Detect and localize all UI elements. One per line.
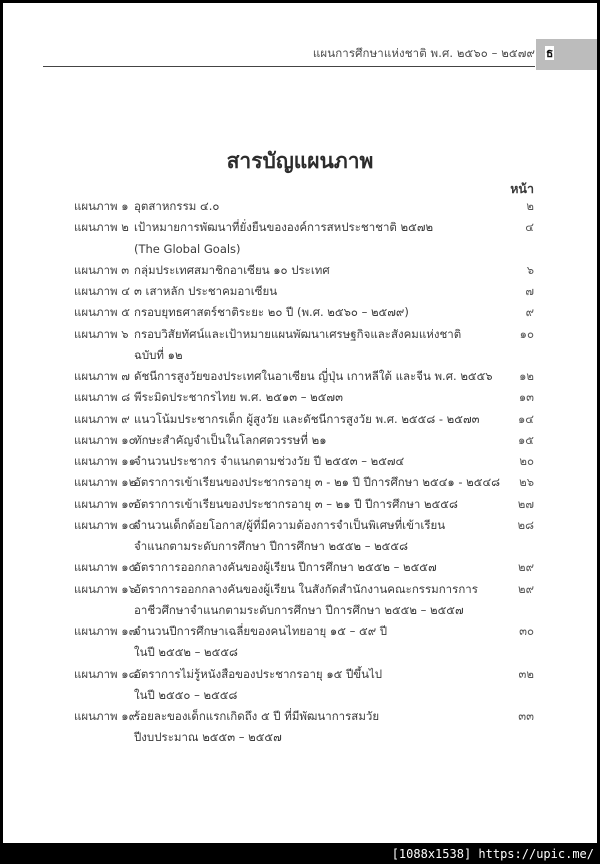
toc-entry-description [134,281,534,302]
toc-entry-description [134,196,534,217]
toc-entry-page-number: ๒๖ [519,475,534,490]
toc-entry-label: แผนภาพ ๒ [74,220,129,235]
toc-entry-description-line: อัตราการเข้าเรียนของประชากรอายุ ๓ – ๒๑ ปี ปีการศึกษา ๒๕๕๘ [134,496,458,511]
toc-entry-label: แผนภาพ ๑ [74,199,129,213]
document-page [3,3,597,843]
toc-entry-description-line: กรอบวิสัยทัศน์และเป้าหมายแผนพัฒนาเศรษฐกิจและสังคมแห่งชาติ [134,326,462,341]
toc-entry-description-line: กลุ่มประเทศสมาชิกอาเซียน ๑๐ ประเทศ [134,262,330,277]
toc-entry-page-number: ๑๔ [517,411,534,426]
toc-entry-description [134,217,534,260]
page-number: ธ [546,46,554,60]
toc-entry[interactable] [74,579,534,622]
page-number-tab [536,39,597,70]
running-header-title: แผนการศึกษาแห่งชาติ พ.ศ. ๒๕๖๐ – ๒๕๗๙ [312,46,535,60]
toc-entry-description [134,557,534,578]
toc-entry-page-number: ๓๐ [519,624,534,638]
toc-entry-description [134,472,536,493]
toc-entry-description [134,451,534,472]
toc-entry-page-number: ๙ [525,305,534,320]
toc-entry[interactable] [74,430,534,451]
toc-entry[interactable] [74,217,534,260]
toc-entry[interactable] [74,387,534,408]
toc-entry-description [134,515,534,558]
toc-entry-label: แผนภาพ ๑๓ [74,496,137,511]
toc-entry[interactable] [74,409,534,430]
toc-entry-label: แผนภาพ ๗ [74,369,130,383]
toc-entry-page-number: ๒๗ [517,496,534,511]
toc-entry[interactable] [74,260,534,281]
toc-entry-label: แผนภาพ ๑๔ [74,517,138,532]
toc-entry-label: แผนภาพ ๕ [74,305,130,320]
toc-entry-label: แผนภาพ ๔ [74,284,130,298]
toc-entry-description-line: เป้าหมายการพัฒนาที่ยั่งยืนขององค์การสหประชาชาติ ๒๕๗๒ [134,220,434,235]
header-rule [43,66,535,67]
toc-entry-page-number: ๑๒ [519,369,534,383]
toc-entry[interactable] [74,515,534,558]
toc-entry-description-line: ๓ เสาหลัก ประชาคมอาเซียน [134,284,278,298]
toc-entry-description-line: จำแนกตามระดับการศึกษา ปีการศึกษา ๒๕๕๒ – ๒๕๕๘ [134,539,408,553]
toc-entry-description-line: ทักษะสำคัญจำเป็นในโลกศตวรรษที่ ๒๑ [134,432,327,447]
toc-entry-description-line: จำนวนประชากร จำแนกตามช่วงวัย ปี ๒๕๕๓ – ๒๕๗๔ [134,454,405,468]
toc-entry-label: แผนภาพ ๑๒ [74,475,137,490]
toc-entry[interactable] [74,494,534,515]
toc-entry-description-line: ร้อยละของเด็กแรกเกิดถึง ๕ ปี ที่มีพัฒนาการสมวัย [134,709,380,723]
toc-entry-label: แผนภาพ ๖ [74,326,129,341]
toc-entry-page-number: ๒๘ [517,517,534,532]
page-column-header: หน้า [510,181,534,196]
toc-entry-description-line: จำนวนเด็กด้อยโอกาส/ผู้ที่มีความต้องการจำเป็นพิเศษที่เข้าเรียน [134,517,446,532]
toc-entry[interactable] [74,302,534,323]
toc-entry-description-line: ดัชนีการสูงวัยของประเทศในอาเซียน ญี่ปุ่น เกาหลีใต้ และจีน พ.ศ. ๒๕๕๖ [134,369,493,383]
toc-entry-page-number: ๓๓ [518,709,534,723]
toc-entry-description [134,302,534,323]
toc-entry[interactable] [74,324,534,367]
toc-entry-label: แผนภาพ ๑๙ [74,709,138,723]
toc-entry[interactable] [74,472,534,493]
toc-entry-label: แผนภาพ ๑๕ [74,560,138,575]
toc-entry-description [134,260,534,281]
toc-entry-label: แผนภาพ ๑๗ [74,624,138,638]
toc-entry-label: แผนภาพ ๘ [74,390,131,405]
toc-entry-description [134,366,534,387]
toc-entry[interactable] [74,281,534,302]
toc-entry-description-line: (The Global Goals) [134,241,241,256]
toc-entry-page-number: ๑๐ [519,326,534,341]
toc-entry-page-number: ๒ [526,199,534,213]
toc-entry-label: แผนภาพ ๙ [74,411,130,426]
toc-entry[interactable] [74,366,534,387]
watermark-bar [0,843,600,864]
toc-entry-description [134,621,534,664]
toc-entry[interactable] [74,451,534,472]
toc-entry[interactable] [74,621,534,664]
toc-entry-description-line: กรอบยุทธศาสตร์ชาติระยะ ๒๐ ปี (พ.ศ. ๒๕๖๐ – ๒๕๗๙) [134,305,409,320]
toc-entry-description-line: ในปี ๒๕๕๒ – ๒๕๕๘ [134,645,238,660]
toc-entry-page-number: ๑๕ [517,432,534,447]
toc-entry-page-number: ๒๙ [517,560,534,575]
toc-entry-page-number: ๖ [526,262,534,277]
toc-entry-label: แผนภาพ ๓ [74,262,130,277]
toc-entry-description-line: ในปี ๒๕๕๐ – ๒๕๕๘ [134,687,238,702]
toc-entry-description-line: ฉบับที่ ๑๒ [134,347,183,362]
toc-entry-description-line: จำนวนปีการศึกษาเฉลี่ยของคนไทยอายุ ๑๕ – ๕๙ ปี [134,624,388,638]
running-header [43,39,535,67]
toc-entry-description-line: อัตราการออกกลางคันของผู้เรียน ในสังกัดสำนักงานคณะกรรมการการ [134,581,478,596]
toc-list [74,196,534,749]
toc-entry[interactable] [74,706,534,749]
toc-entry-description-line: อัตราการออกกลางคันของผู้เรียน ปีการศึกษา ๒๕๕๒ – ๒๕๕๗ [134,560,437,575]
toc-entry-description-line: อัตราการไม่รู้หนังสือของประชากรอายุ ๑๕ ปีขึ้นไป [134,666,383,681]
page-title: สารบัญแผนภาพ [226,149,374,173]
toc-entry-description [134,579,534,622]
toc-entry[interactable] [74,557,534,578]
toc-entry[interactable] [74,664,534,707]
toc-entry-description [134,324,534,367]
toc-entry-label: แผนภาพ ๑๐ [74,432,136,447]
toc-entry-description-line: พีระมิดประชากรไทย พ.ศ. ๒๕๑๓ – ๒๕๗๓ [134,390,343,405]
toc-entry-label: แผนภาพ ๑๘ [74,666,138,681]
toc-entry-label: แผนภาพ ๑๑ [74,454,136,468]
toc-entry-description [134,430,534,451]
toc-entry-description-line: อัตราการเข้าเรียนของประชากรอายุ ๓ - ๒๑ ปี ปีการศึกษา ๒๕๔๑ - ๒๕๔๘ [134,475,501,490]
toc-entry-description [134,387,534,408]
toc-entry-page-number: ๒๙ [517,581,534,596]
toc-entry-page-number: ๗ [525,284,534,298]
watermark-text: [1088x1538] https://upic.me/ [391,847,594,861]
toc-entry-description [134,706,534,749]
toc-entry-page-number: ๑๓ [518,390,534,405]
toc-entry-description-line: แนวโน้มประชากรเด็ก ผู้สูงวัย และดัชนีการสูงวัย พ.ศ. ๒๕๕๘ - ๒๕๗๓ [134,411,480,426]
toc-entry-description-line: อุตสาหกรรม ๔.๐ [134,199,220,213]
toc-entry-label: แผนภาพ ๑๖ [74,581,136,596]
toc-entry[interactable] [74,196,534,217]
toc-entry-page-number: ๔ [525,220,534,235]
toc-entry-page-number: ๓๒ [518,666,534,681]
toc-entry-page-number: ๒๐ [519,454,534,468]
toc-entry-description-line: อาชีวศึกษาจำแนกตามระดับการศึกษา ปีการศึกษา ๒๕๕๒ – ๒๕๕๗ [134,602,464,617]
toc-entry-description [134,664,534,707]
toc-entry-description-line: ปีงบประมาณ ๒๕๕๓ – ๒๕๕๗ [134,730,282,745]
toc-entry-description [134,409,534,430]
toc-entry-description [134,494,534,515]
